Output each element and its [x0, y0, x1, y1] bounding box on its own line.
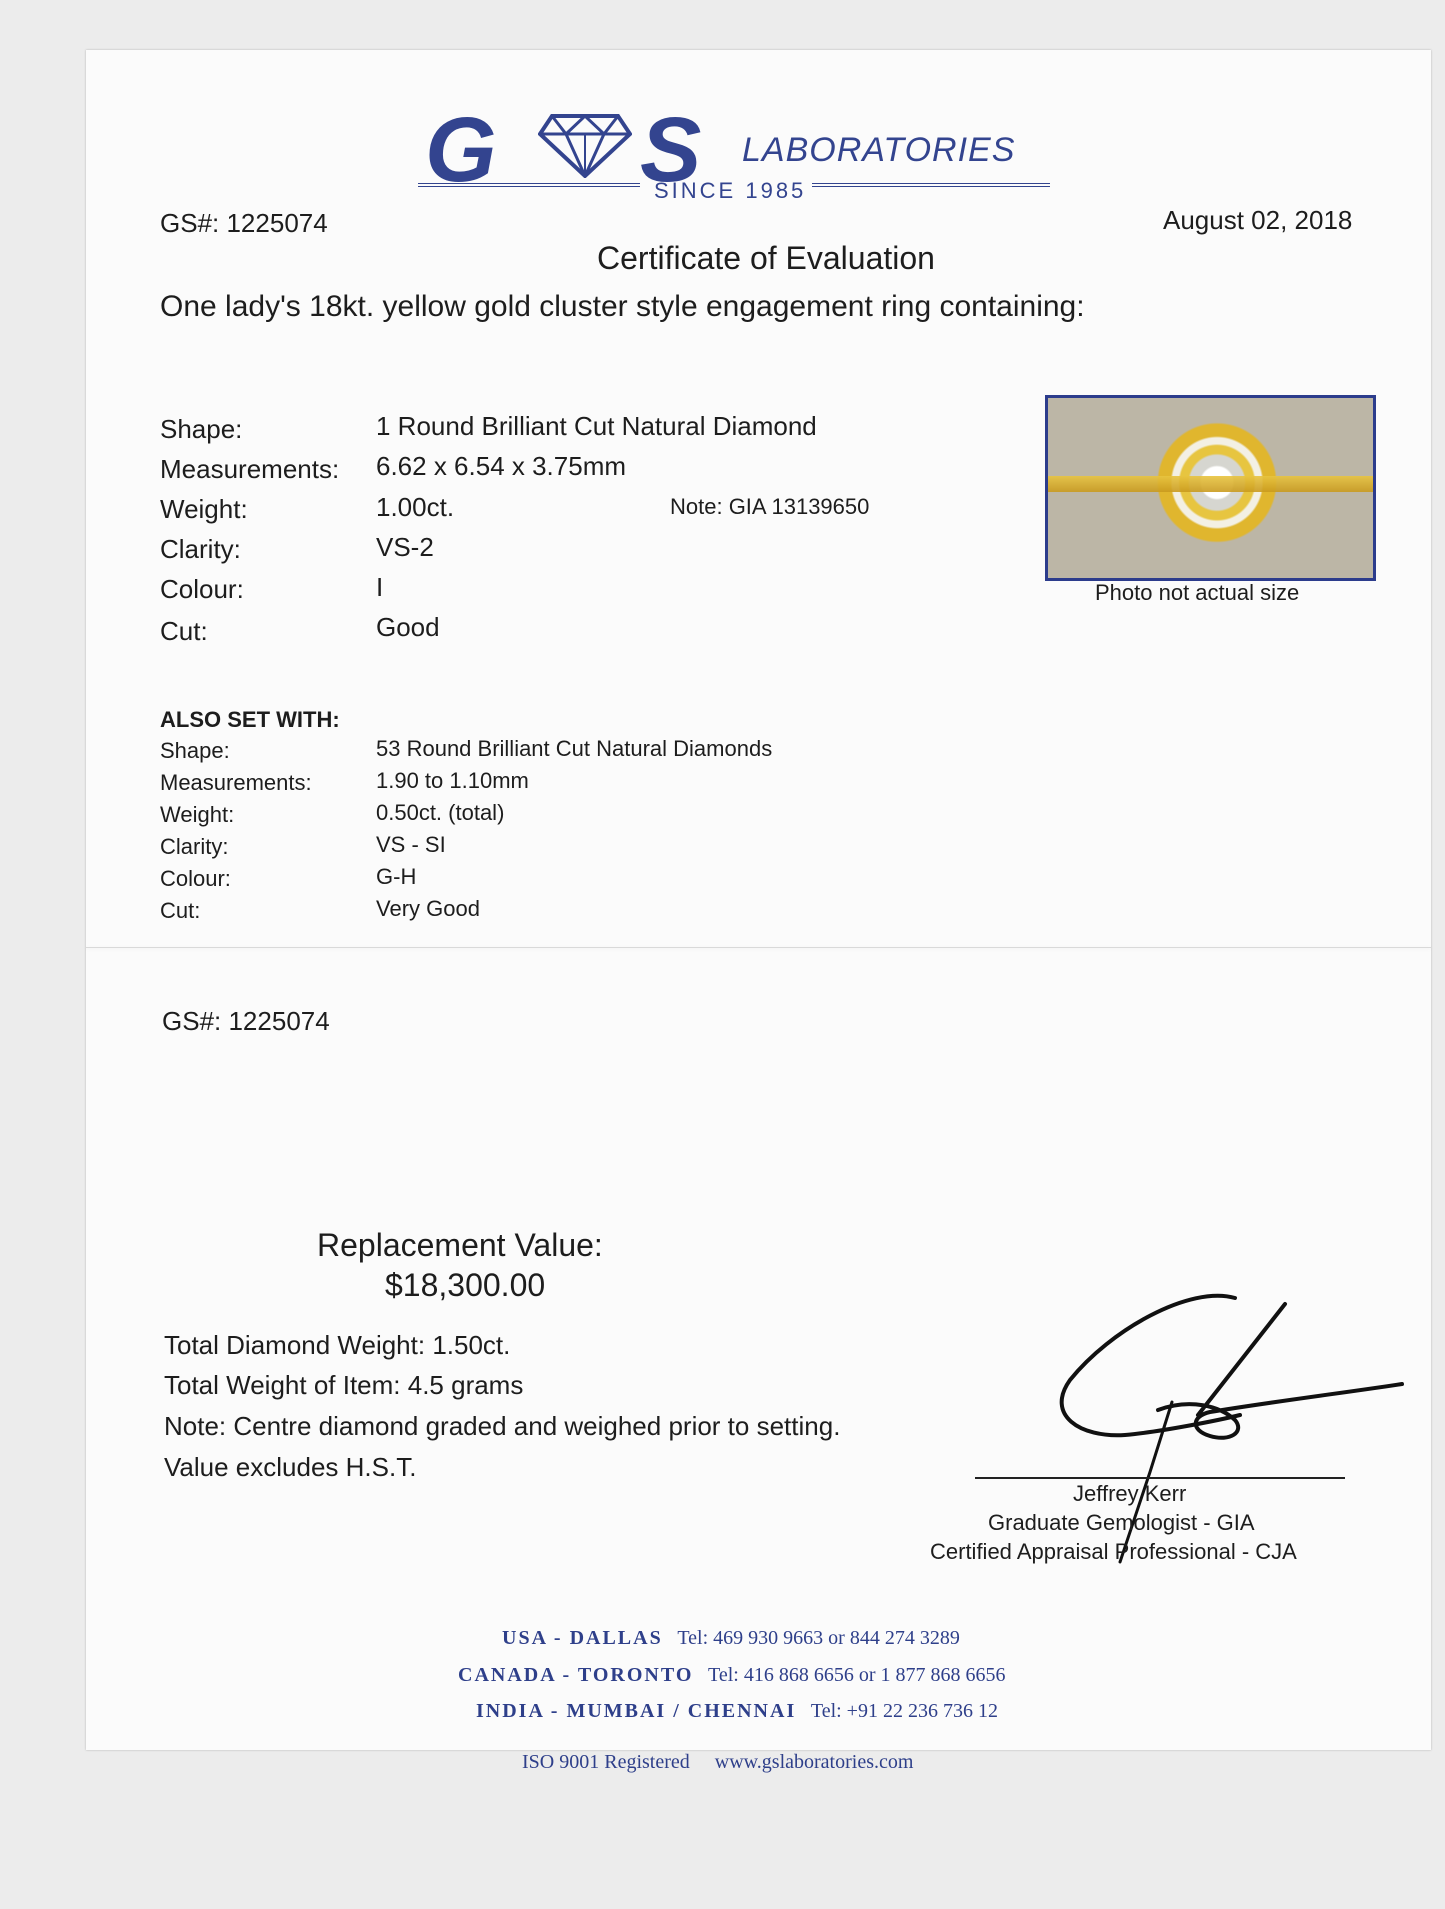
gia-note: Note: GIA 13139650: [670, 494, 870, 519]
also-shape-value: 53 Round Brilliant Cut Natural Diamonds: [376, 736, 773, 761]
replacement-value: $18,300.00: [385, 1267, 546, 1303]
setting-note: Note: Centre diamond graded and weighed prior to setting.: [164, 1411, 841, 1441]
also-set-heading: ALSO SET WITH:: [160, 707, 340, 732]
logo-letter-s: S: [640, 99, 698, 201]
website-link[interactable]: www.gslaboratories.com: [714, 1751, 914, 1773]
also-colour-label: Colour:: [160, 866, 231, 891]
certificate-date: August 02, 2018: [1163, 205, 1353, 235]
also-cut-label: Cut:: [160, 898, 201, 923]
main-measurements-label: Measurements:: [160, 454, 340, 484]
signatory-title-gia: Graduate Gemologist - GIA: [988, 1510, 1255, 1535]
office-canada: [458, 1664, 1006, 1687]
office-india: [476, 1700, 998, 1723]
total-item-weight: Total Weight of Item: 4.5 grams: [164, 1370, 524, 1400]
main-clarity-value: VS-2: [376, 532, 434, 562]
office-usa-tel: Tel: 469 930 9663 or 844 274 3289: [677, 1627, 960, 1649]
also-clarity-value: VS - SI: [376, 832, 446, 857]
signatory-name: Jeffrey Kerr: [1073, 1481, 1187, 1506]
photo-caption: Photo not actual size: [1095, 580, 1300, 605]
office-usa-region: USA - DALLAS: [502, 1627, 663, 1649]
main-weight-value: 1.00ct.: [376, 492, 455, 522]
footer-bottom: [522, 1751, 913, 1774]
certificate-title: Certificate of Evaluation: [597, 240, 935, 276]
logo-rule-right: [812, 183, 1050, 187]
office-canada-tel: Tel: 416 868 6656 or 1 877 868 6656: [708, 1664, 1006, 1686]
main-shape-value: 1 Round Brilliant Cut Natural Diamond: [376, 411, 817, 441]
ring-photo: [1045, 395, 1376, 581]
office-usa: [502, 1627, 960, 1650]
also-cut-value: Very Good: [376, 896, 480, 921]
main-weight-label: Weight:: [160, 494, 248, 524]
also-measurements-label: Measurements:: [160, 770, 312, 795]
also-clarity-label: Clarity:: [160, 834, 229, 859]
also-weight-value: 0.50ct. (total): [376, 800, 505, 825]
also-shape-label: Shape:: [160, 738, 230, 763]
main-measurements-value: 6.62 x 6.54 x 3.75mm: [376, 451, 627, 481]
logo-rule-left: [418, 183, 640, 187]
office-canada-region: CANADA - TORONTO: [458, 1664, 694, 1686]
lower-gs-number: GS#: 1225074: [162, 1006, 330, 1036]
signatory-title-cja: Certified Appraisal Professional - CJA: [930, 1539, 1297, 1564]
tax-note: Value excludes H.S.T.: [164, 1452, 417, 1482]
gs-number: GS#: 1225074: [160, 208, 328, 238]
fold-line: [86, 947, 1431, 948]
item-description: One lady's 18kt. yellow gold cluster style engagement ring containing:: [160, 290, 1085, 323]
signature-line: [975, 1477, 1345, 1479]
also-measurements-value: 1.90 to 1.10mm: [376, 768, 529, 793]
main-colour-value: I: [376, 572, 384, 602]
logo-since: SINCE 1985: [654, 178, 807, 203]
iso-registration: ISO 9001 Registered: [522, 1751, 690, 1773]
logo-laboratories: LABORATORIES: [742, 131, 1016, 169]
main-shape-label: Shape:: [160, 414, 243, 444]
also-weight-label: Weight:: [160, 802, 235, 827]
total-diamond-weight: Total Diamond Weight: 1.50ct.: [164, 1330, 511, 1360]
office-india-region: INDIA - MUMBAI / CHENNAI: [476, 1700, 797, 1722]
replacement-label: Replacement Value:: [317, 1227, 603, 1263]
office-india-tel: Tel: +91 22 236 736 12: [810, 1700, 998, 1722]
logo-letter-g: G: [425, 99, 493, 201]
main-cut-value: Good: [376, 612, 440, 642]
main-cut-label: Cut:: [160, 616, 208, 646]
main-clarity-label: Clarity:: [160, 534, 241, 564]
diamond-icon: [538, 114, 632, 178]
also-colour-value: G-H: [376, 864, 417, 889]
main-colour-label: Colour:: [160, 574, 244, 604]
